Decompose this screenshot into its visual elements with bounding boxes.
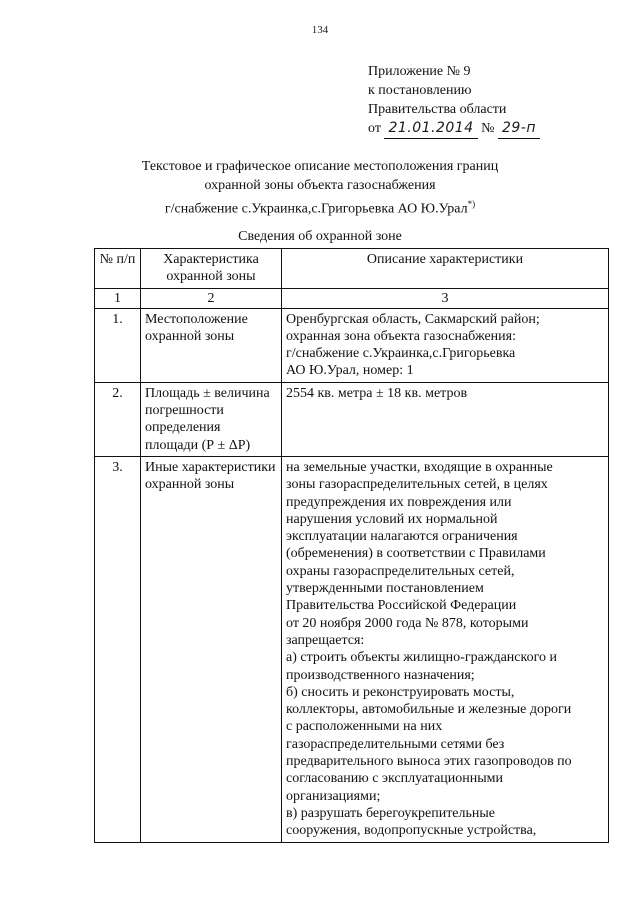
description-line: запрещается: [286,632,365,648]
title-line-3-text: г/снабжение с.Украинка,с.Григорьевка АО Ю.Урал [164,201,468,217]
description-line: утвержденными постановлением [286,581,484,597]
description-line: предупреждения их повреждения или [286,494,512,510]
description-line: зоны газораспределительных сетей, в целях [286,477,548,493]
appendix-line-1: Приложение № 9 [368,64,471,79]
column-number-3: 3 [282,288,609,308]
table-row [95,308,609,382]
row-description [282,382,609,456]
description-line: охранная зона объекта газоснабжения: [286,328,516,344]
handwritten-date: 21.01.2014 [384,119,477,139]
document-title [0,157,640,219]
header-number: № п/п [95,249,141,289]
row-characteristic: Иные характеристики охранной зоны [141,456,282,842]
description-line: газораспределительными сетями без [286,736,505,752]
header-characteristic: Характеристика охранной зоны [141,249,282,289]
description-line: в) разрушать берегоукрепительные [286,805,496,821]
row-number: 3. [95,456,141,842]
description-line: (обременения) в соответствии с Правилами [286,546,546,562]
description-line: 2554 кв. метра ± 18 кв. метров [286,385,468,401]
description-line: Оренбургская область, Сакмарский район; [286,311,540,327]
handwritten-number: 29-п [498,119,540,139]
appendix-line-3: Правительства области [368,102,507,117]
description-line: предварительного выноса этих газопроводов по [286,754,572,770]
description-line: на земельные участки, входящие в охранные [286,459,553,475]
date-prefix: от [368,121,381,136]
appendix-line-2: к постановлению [368,83,472,98]
appendix-block [368,62,540,139]
appendix-date-line [368,119,540,139]
row-description [282,308,609,382]
section-subtitle: Сведения об охранной зоне [238,229,402,244]
description-line: организациями; [286,788,381,804]
description-line: охраны газораспределительных сетей, [286,563,515,579]
description-line: производственного назначения; [286,667,475,683]
description-line: сооружения, водопропускные устройства, [286,823,537,839]
table-header-row [95,249,609,289]
row-number: 1. [95,308,141,382]
description-line: с расположенными на них [286,719,443,735]
page-number: 134 [311,24,329,36]
title-line-3 [0,195,640,219]
title-line-2: охранной зоны объекта газоснабжения [204,178,436,193]
description-line: Правительства Российской Федерации [286,598,517,614]
description-line: согласованию с эксплуатационными [286,771,504,787]
description-line: эксплуатации налагаются ограничения [286,529,518,545]
zone-info-table [94,248,609,843]
row-characteristic: Местоположение охранной зоны [141,308,282,382]
description-line: нарушения условий их нормальной [286,511,498,527]
row-description [282,456,609,842]
footnote-mark: *) [467,199,476,209]
number-prefix: № [481,121,495,136]
description-line: б) сносить и реконструировать мосты, [286,684,515,700]
row-number: 2. [95,382,141,456]
column-number-1: 1 [95,288,141,308]
description-line: коллекторы, автомобильные и железные дороги [286,702,572,718]
column-numbering-row [95,288,609,308]
row-characteristic: Площадь ± величина погрешности определения площади (Р ± ΔР) [141,382,282,456]
title-line-1: Текстовое и графическое описание местоположения границ [141,159,499,174]
description-line: а) строить объекты жилищно-гражданского и [286,650,557,666]
table-row [95,382,609,456]
description-line: от 20 ноября 2000 года № 878, которыми [286,615,529,631]
table-row [95,456,609,842]
description-line: АО Ю.Урал, номер: 1 [286,363,414,379]
header-description: Описание характеристики [282,249,609,289]
description-line: г/снабжение с.Украинка,с.Григорьевка [286,346,516,362]
column-number-2: 2 [141,288,282,308]
